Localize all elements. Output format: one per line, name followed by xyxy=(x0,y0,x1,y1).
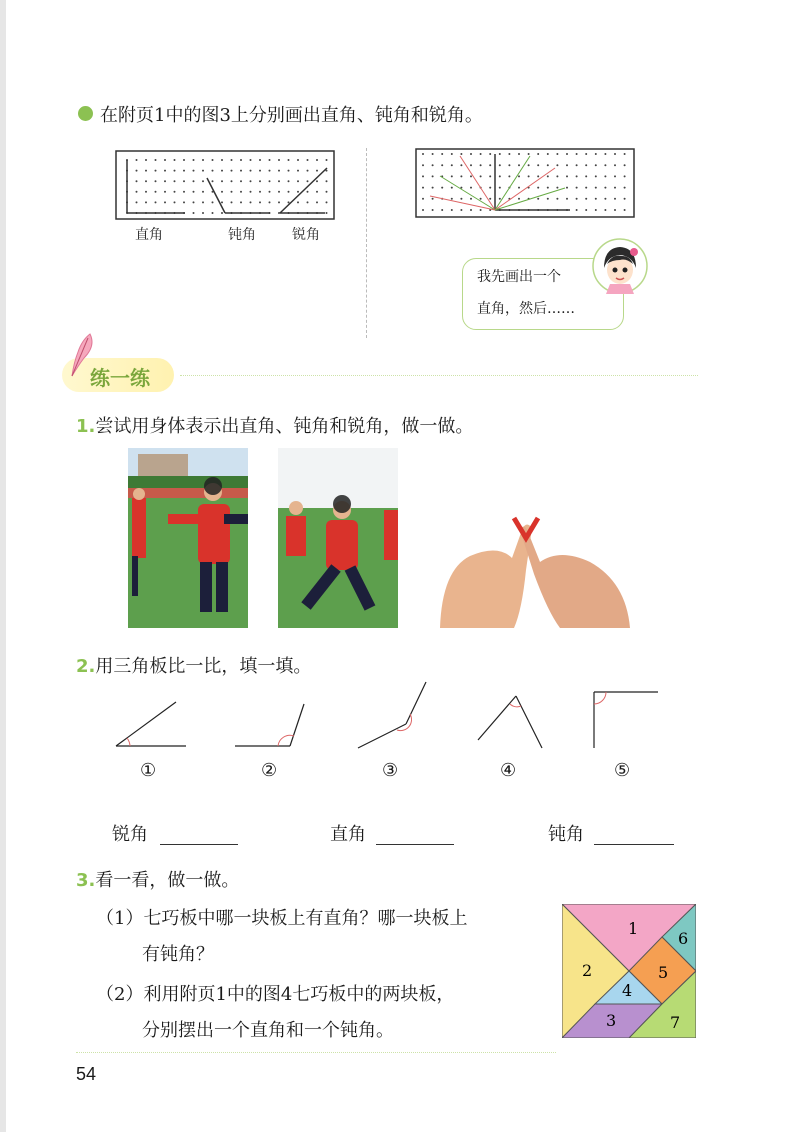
dashed-divider xyxy=(366,148,367,338)
green-bullet-icon xyxy=(78,106,93,121)
angle-2 xyxy=(235,704,304,746)
q2-line xyxy=(76,652,311,678)
left-dot-grid xyxy=(115,150,335,220)
tangram-label-3: 3 xyxy=(606,1011,617,1030)
q2-number: 2. xyxy=(76,656,96,677)
angle-label-4: ④ xyxy=(500,760,517,781)
q1-number: 1. xyxy=(76,416,96,437)
practice-dotted-rule xyxy=(180,375,698,376)
tangram-label-6: 6 xyxy=(678,929,689,948)
girl-avatar xyxy=(592,238,648,294)
tangram-label-5: 5 xyxy=(658,963,669,982)
fill-obtuse-label: 钝角 xyxy=(548,824,584,845)
practice-title: 练一练 xyxy=(90,366,150,390)
tangram-figure xyxy=(562,904,696,1038)
label-obtuse-angle: 钝角 xyxy=(228,227,256,243)
q3-part1-line1: （1）七巧板中哪一块板上有直角？哪一块板上 xyxy=(96,908,468,929)
bubble-line1: 我先画出一个 xyxy=(477,269,561,285)
angle-label-2: ② xyxy=(261,760,278,781)
fill-right-label: 直角 xyxy=(330,824,366,845)
fill-acute-blank[interactable] xyxy=(160,826,238,845)
q2-text: 用三角板比一比，填一填。 xyxy=(95,656,312,677)
tangram-label-1: 1 xyxy=(628,919,639,938)
footer-dotted-rule xyxy=(76,1052,556,1053)
tangram-label-2: 2 xyxy=(582,961,593,980)
tangram-label-7: 7 xyxy=(670,1013,681,1032)
photo-body-obtuse-angle xyxy=(278,448,398,628)
q2-angles xyxy=(110,678,670,758)
angle-label-3: ③ xyxy=(382,760,399,781)
right-dot-grid xyxy=(415,148,635,218)
q3-line xyxy=(76,866,239,892)
angle-3 xyxy=(358,682,426,748)
angle-label-1: ① xyxy=(140,760,157,781)
q1-text: 尝试用身体表示出直角、钝角和锐角，做一做。 xyxy=(95,416,474,437)
q3-part1-line2: 有钝角？ xyxy=(142,944,214,965)
photo-body-right-angle xyxy=(128,448,248,628)
page-edge xyxy=(0,0,6,1132)
page-number: 54 xyxy=(76,1064,97,1084)
angle-4 xyxy=(478,696,542,748)
angle-label-5: ⑤ xyxy=(614,760,631,781)
q1-line xyxy=(76,412,473,438)
section1-instruction: 在附页1中的图3上分别画出直角、钝角和锐角。 xyxy=(100,105,483,126)
tangram-label-4: 4 xyxy=(622,981,633,1000)
fill-right-blank[interactable] xyxy=(376,826,454,845)
label-right-angle: 直角 xyxy=(135,227,163,243)
fill-obtuse-blank[interactable] xyxy=(594,826,674,845)
angle-1 xyxy=(116,702,186,746)
q3-text: 看一看，做一做。 xyxy=(95,870,240,891)
q3-part2-line2: 分别摆出一个直角和一个钝角。 xyxy=(142,1020,394,1041)
angle-5 xyxy=(594,692,658,748)
q3-number: 3. xyxy=(76,870,96,891)
q3-part2-line1: （2）利用附页1中的图4七巧板中的两块板， xyxy=(96,984,455,1005)
photo-hands-acute-angle xyxy=(430,500,640,630)
bubble-line2: 直角，然后…… xyxy=(477,301,575,317)
fill-acute-label: 锐角 xyxy=(112,824,148,845)
label-acute-angle: 锐角 xyxy=(292,227,320,243)
